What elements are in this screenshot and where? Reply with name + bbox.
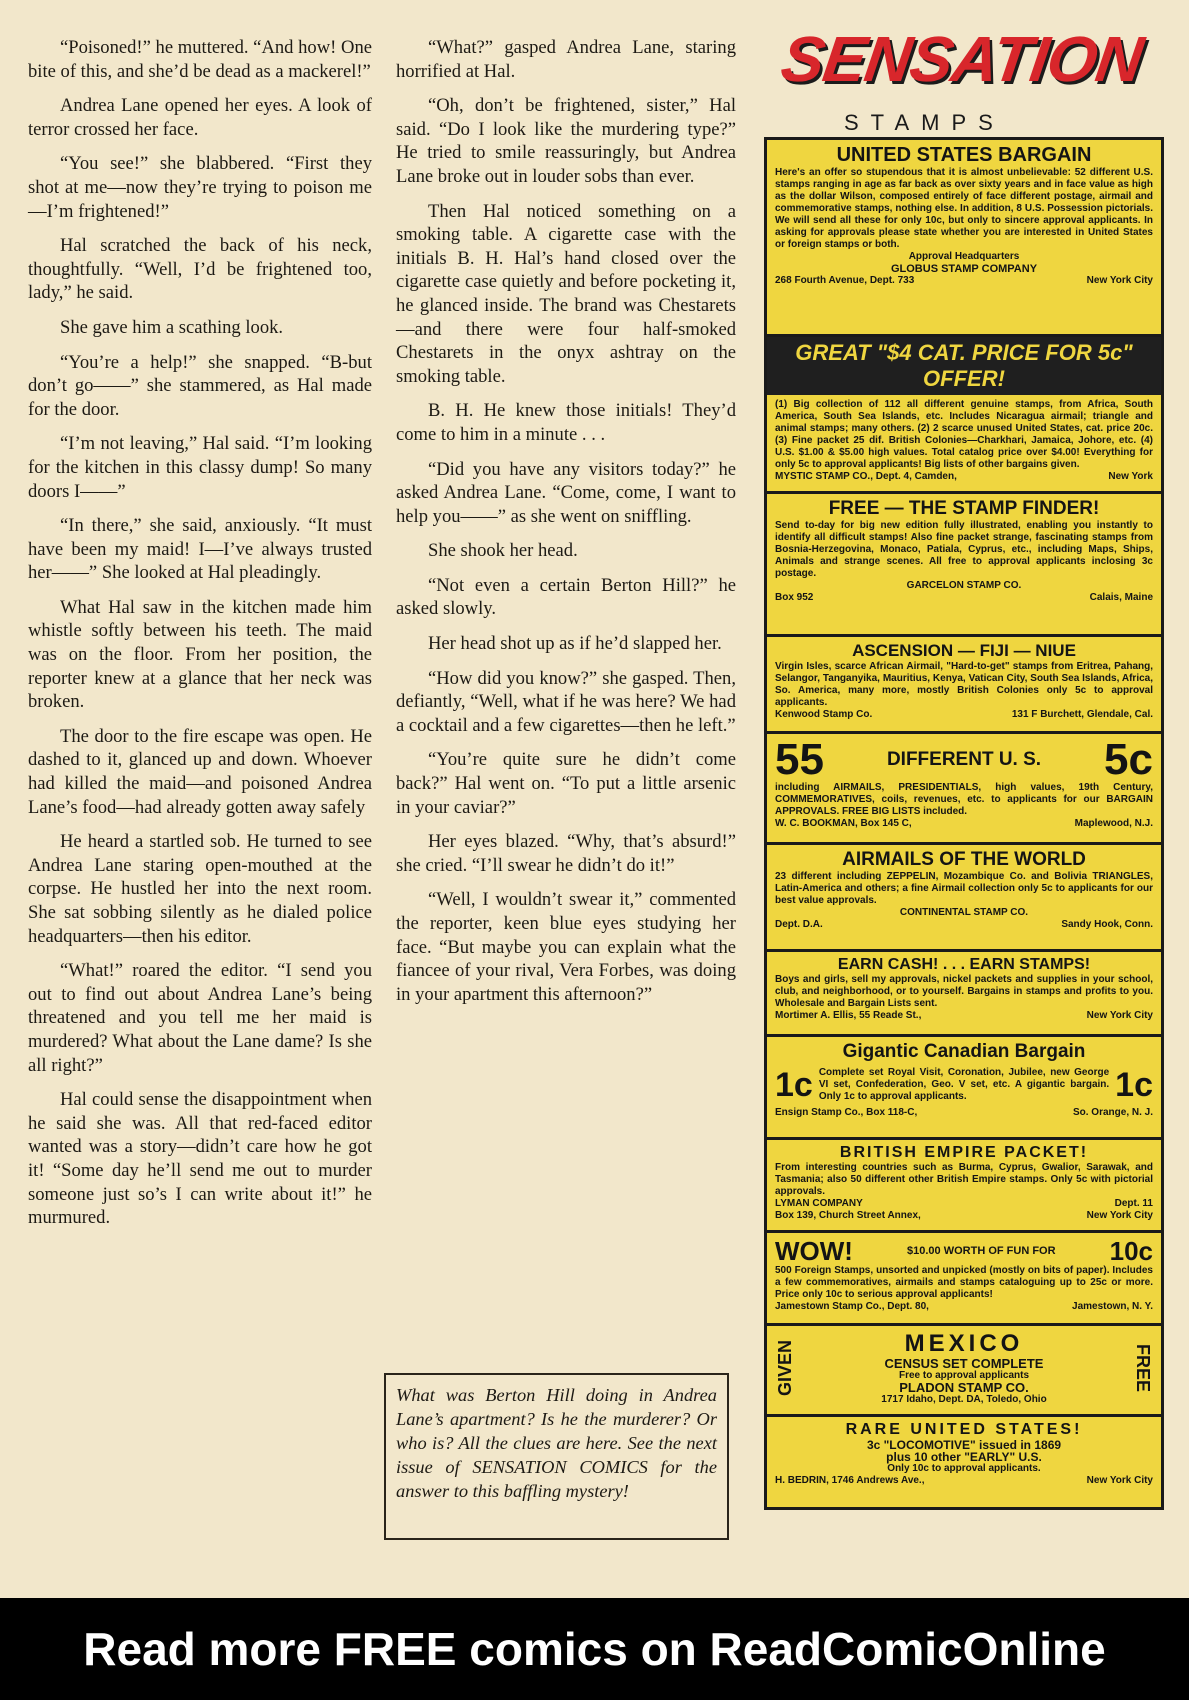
ad-address-left: Kenwood Stamp Co. [775,709,873,720]
ad-title: FREE — THE STAMP FINDER! [828,498,1100,519]
paragraph: She gave him a scathing look. [60,316,284,338]
ad-gigantic-canadian-bargain [764,1034,1164,1140]
next-issue-teaser: What was Berton Hill doing in Andrea Lane’s apartment? Is he the murderer? Or who is? All the clues are here. See the next issue of SENSATION COMICS for the answer to this baffling mystery! [384,1373,729,1540]
sensation-stamps-header [764,16,1164,140]
ad-subtitle: CENSUS SET COMPLETE [884,1356,1044,1371]
ad-address-right: New York City [1086,1475,1153,1486]
ad-title: AIRMAILS OF THE WORLD [842,849,1086,870]
ad-title: BRITISH EMPIRE PACKET! [839,1144,1089,1161]
paragraph: Her eyes blazed. “Why, that’s absurd!” she cried. “I’ll swear he didn’t do it!” [396,831,736,876]
ad-great-offer [764,334,1164,494]
ad-address [775,919,1153,931]
ad-big-price: 10c [1109,1236,1153,1266]
ad-airmails-of-the-world [764,842,1164,952]
ad-address-right: New York City [1086,275,1153,286]
promo-footer-banner[interactable] [0,1598,1189,1700]
ad-mexico-census-set [764,1323,1164,1417]
footer-text[interactable]: Read more FREE comics on ReadComicOnline [83,1623,1106,1675]
ad-address-right: So. Orange, N. J. [1072,1107,1153,1118]
ad-body: Complete set Royal Visit, Coronation, Jubilee, new George VI set, Confederation, Geo. V set, etc. A gigantic bargain. Only 1c to approval applicants. [818,1067,1110,1102]
ad-address-left: Ensign Stamp Co., Box 118-C, [775,1107,918,1118]
ad-title: DIFFERENT U. S. [886,749,1042,770]
ad-body: Virgin Isles, scarce African Airmail, "Hard-to-get" stamps from Eritrea, Pahang, Selangor, Tanganyika, Mauritius, Kenya, Vatican City, South Sea Islands, Africa, So. America, many more, mostly British Colonies only 5c to approval applicants. [775,661,1153,708]
ad-title: UNITED STATES BARGAIN [836,144,1092,166]
ad-55-different-us [764,731,1164,845]
sensation-logo: SENSATION [776,23,1147,95]
ad-line: Only 10c to approval applicants. [887,1463,1041,1474]
ad-stamp-finder [764,491,1164,637]
ad-title: $10.00 WORTH OF FUN FOR [907,1245,1056,1257]
ad-address-left: 268 Fourth Avenue, Dept. 733 [775,275,915,286]
ad-address-right: New York [1108,471,1153,482]
ad-address-right: New York City [1086,1010,1153,1021]
paragraph: “What!” roared the editor. “I send you out to find out about Andrea Lane’s being threatened and you tell me her maid is murdered? What about the Lane dame? Is she all right?” [28,960,372,1076]
ad-title: MEXICO [904,1330,1024,1357]
ad-address-left: W. C. BOOKMAN, Box 145 C, [775,818,912,829]
paragraph: Then Hal noticed something on a smoking table. A cigarette case with the initials B. H. Hal’s hand closed over the cigarette case quietly and before pocketing it, he glanced inside. The brand was Chestarets—and there were four half-smoked Chestarets in the onyx ashtray on the smoking table. [396,200,736,387]
ad-dept: Dept. 11 [1114,1198,1153,1209]
ad-body: including AIRMAILS, PRESIDENTIALS, high values, 19th Century, COMMEMORATIVES, coils, revenues, etc. to applicants for our BARGAIN APPROVALS. FREE BIG LISTS included. [775,782,1153,817]
ad-address [775,592,1153,604]
paragraph: “In there,” she said, anxiously. “It must have been my maid! I—I’ve always trusted her——” She looked at Hal pleadingly. [28,515,372,584]
ad-wow-10-worth [764,1230,1164,1326]
stamp-ads-column [764,16,1164,1510]
paragraph: “You’re a help!” she snapped. “B-but don’t go——” she stammered, as Hal made for the door. [28,351,372,420]
ad-address-left: Mortimer A. Ellis, 55 Reade St., [775,1010,922,1021]
ad-side-text: FREE [1133,1343,1153,1392]
ad-company: PLADON STAMP CO. [899,1380,1029,1395]
ad-body: Send to-day for big new edition fully illustrated, enabling you instantly to identify all difficult stamps! Also fine packet strange, fascinating stamps from Bosnia-Herzegovina, Monaco, Patiala, Cyprus, etc., including Maps, Ships, Animals and strange scenes. All free to approval applicants inclosing 3c postage. [775,520,1153,579]
ad-big-word: WOW! [775,1236,853,1266]
ad-line: 3c "LOCOMOTIVE" issued in 1869 [866,1438,1062,1452]
ad-address-right: New York City [1086,1210,1153,1221]
ad-big-price: 1c [775,1066,813,1104]
ad-address-right: 131 F Burchett, Glendale, Cal. [1011,709,1153,720]
ad-address [775,1301,1153,1313]
paragraph: “You’re quite sure he didn’t come back?” Hal went on. “To put a little arsenic in your caviar?” [396,749,736,818]
ad-address [775,1010,1153,1022]
ad-title: EARN CASH! . . . EARN STAMPS! [837,956,1091,973]
story-column-middle [396,36,736,1017]
ad-address [775,818,1153,830]
ad-address [775,1210,1153,1222]
ad-title: ASCENSION — FIJI — NIUE [852,641,1076,660]
paragraph: Andrea Lane opened her eyes. A look of terror crossed her face. [28,95,372,140]
ad-body: Boys and girls, sell my approvals, nickel packets and supplies in your school, club, and neighborhood, or to yourself. Bargains in stamps and profits to you. Wholesale and Bargain Lists sent. [775,974,1153,1009]
ad-address: 1717 Idaho, Dept. DA, Toledo, Ohio [881,1394,1047,1405]
paragraph: He heard a startled sob. He turned to see Andrea Lane staring open-mouthed at the corpse. He hustled her into the next room. She sat sobbing silently as he dialed police headquarters—then his editor. [28,831,372,947]
stamps-subtitle: STAMPS [844,110,1005,135]
ad-line: Approval Headquarters [908,251,1020,262]
ad-body: From interesting countries such as Burma, Cyprus, Gwalior, Sarawak, and Tasmania; also 50 different other British Empire stamps. Only 5c with pictorial approvals. [775,1162,1153,1197]
paragraph: Her head shot up as if he’d slapped her. [428,633,722,655]
ad-company: GARCELON STAMP CO. [906,580,1022,591]
ad-middle [802,1330,1126,1406]
paragraph: “You see!” she blabbered. “First they shot at me—now they’re trying to poison me—I’m frightened!” [28,153,372,222]
ad-company: LYMAN COMPANY [775,1198,863,1209]
ad-address-right: Sandy Hook, Conn. [1061,919,1153,930]
paragraph: The door to the fire escape was open. He dashed to it, glanced up and down. Whoever had killed the maid—and poisoned Andrea Lane’s food—had already gotten away safely [28,725,372,818]
ad-rare-united-states [764,1414,1164,1510]
ad-united-states-bargain [764,137,1164,337]
ad-address-right: Calais, Maine [1089,592,1153,603]
ad-address-left: Box 952 [775,592,814,603]
ad-middle [830,749,1098,771]
ad-body: 23 different including ZEPPELIN, Mozambique Co. and Bolivia TRIANGLES, Latin-America and others; a fine Airmail collection only 5c to applicants for our best value approvals. [775,871,1153,906]
ad-address [775,275,1153,287]
ad-line: plus 10 other "EARLY" U.S. [886,1450,1042,1464]
paragraph: “What?” gasped Andrea Lane, staring horrified at Hal. [396,37,736,82]
ad-company: CONTINENTAL STAMP CO. [899,907,1029,918]
ad-big-price: 5c [1104,735,1153,784]
paragraph: “Oh, don’t be frightened, sister,” Hal said. “Do I look like the murdering type?” He tried to smile reassuringly, but Andrea Lane broke out in louder sobs than ever. [396,95,736,187]
paragraph: Hal scratched the back of his neck, thoughtfully. “Well, I’d be frightened too, lady,” he said. [28,235,372,304]
ad-title: GREAT "$4 CAT. PRICE FOR 5c" OFFER! [767,337,1161,395]
ad-address-left: H. BEDRIN, 1746 Andrews Ave., [775,1475,925,1486]
ad-side-text: GIVEN [775,1339,795,1396]
paragraph: “Well, I wouldn’t swear it,” commented the reporter, keen blue eyes studying her face. “But maybe you can explain what the fiancee of your rival, Vera Forbes, was doing in your apartment this afternoon?” [396,889,736,1005]
ad-layout [775,1330,1153,1406]
ad-earn-cash [764,949,1164,1037]
ad-british-empire-packet [764,1137,1164,1233]
ad-company-row [775,1198,1153,1210]
ad-ascension-fiji-niue [764,634,1164,734]
ad-address [775,709,1153,721]
ad-body: 500 Foreign Stamps, unsorted and unpicked (mostly on bits of paper). Includes a few commemoratives, airmails and stamps cataloguing up to 25c or more. Price only 10c to serious approval applicants! [775,1265,1153,1300]
ad-title: Gigantic Canadian Bargain [842,1041,1086,1062]
paragraph: “Not even a certain Berton Hill?” he asked slowly. [396,574,736,620]
ad-body: Here's an offer so stupendous that it is almost unbelievable: 52 different U.S. stamps ranging in age as far back as over sixty years and in face value as high as the dollar Wilson, composed entirely of face different postage, airmail and commemorative stamps, nothing else. In addition, 8 U.S. Possession pictorials. We will send all these for only 10c, but only to sincere approval applicants. In asking for approvals please state whether you are interested in United States or foreign stamps or both. [775,167,1153,250]
ad-big-price: 1c [1115,1066,1153,1104]
ad-address-right: Maplewood, N.J. [1074,818,1153,829]
paragraph: “I’m not leaving,” Hal said. “I’m looking for the kitchen in this classy dump! So many doors I——” [28,433,372,502]
paragraph: Hal could sense the disappointment when he said she was. All that red-faced editor wanted was a story—didn’t care how he got it! “Some day he’ll send me out to murder someone just so’s I can write about it!” he murmured. [28,1089,372,1229]
paragraph: “Poisoned!” he muttered. “And how! One bite of this, and she’d be dead as a mackerel!” [28,37,372,82]
ad-address [775,1475,1153,1487]
ad-headline [775,1063,1153,1107]
story-column-left [28,36,372,1241]
paragraph: What Hal saw in the kitchen made him whistle softly between his teeth. The maid was on the floor. From her position, the reporter knew at a glance that her neck was broken. [28,596,372,713]
ad-address-left: Jamestown Stamp Co., Dept. 80, [775,1301,929,1312]
paragraph: B. H. He knew those initials! They’d come to him in a minute . . . [396,400,736,445]
ad-address [775,471,1153,483]
ad-big-number: 55 [775,735,824,784]
ad-headline [775,1237,1153,1265]
paragraph: “Did you have any visitors today?” he asked Andrea Lane. “Come, come, I want to help you——” as she went on sniffling. [396,458,736,527]
ad-line: Free to approval applicants [898,1370,1030,1381]
ad-address-left: Box 139, Church Street Annex, [775,1210,921,1221]
ad-company: GLOBUS STAMP COMPANY [890,263,1038,275]
ad-address [775,1107,1153,1119]
ad-address-right: Jamestown, N. Y. [1072,1301,1153,1312]
paragraph: She shook her head. [428,540,578,562]
ad-address-left: Dept. D.A. [775,919,823,930]
ad-title: RARE UNITED STATES! [845,1421,1083,1438]
ad-headline [775,735,1153,784]
paragraph: “How did you know?” she gasped. Then, defiantly, “Well, what if he was here? We had a cocktail and a few cigarettes—then he left.” [396,667,736,736]
ad-body: (1) Big collection of 112 all different genuine stamps, from Africa, South America, South Sea Islands, etc. Includes Nicaragua airmail; triangle and animal stamps; many others. (2) 2 scarce unused United States, cat. price 20c. (3) Fine packet 25 dif. British Colonies—Charkhari, Jamaica, Johore, etc. (4) U.S. $1.00 & $5.00 high values. Total catalog price over $4.00! Everything for only 5c to approval applicants! Big lists of other bargains given. [775,399,1153,470]
ad-address-left: MYSTIC STAMP CO., Dept. 4, Camden, [775,471,957,482]
